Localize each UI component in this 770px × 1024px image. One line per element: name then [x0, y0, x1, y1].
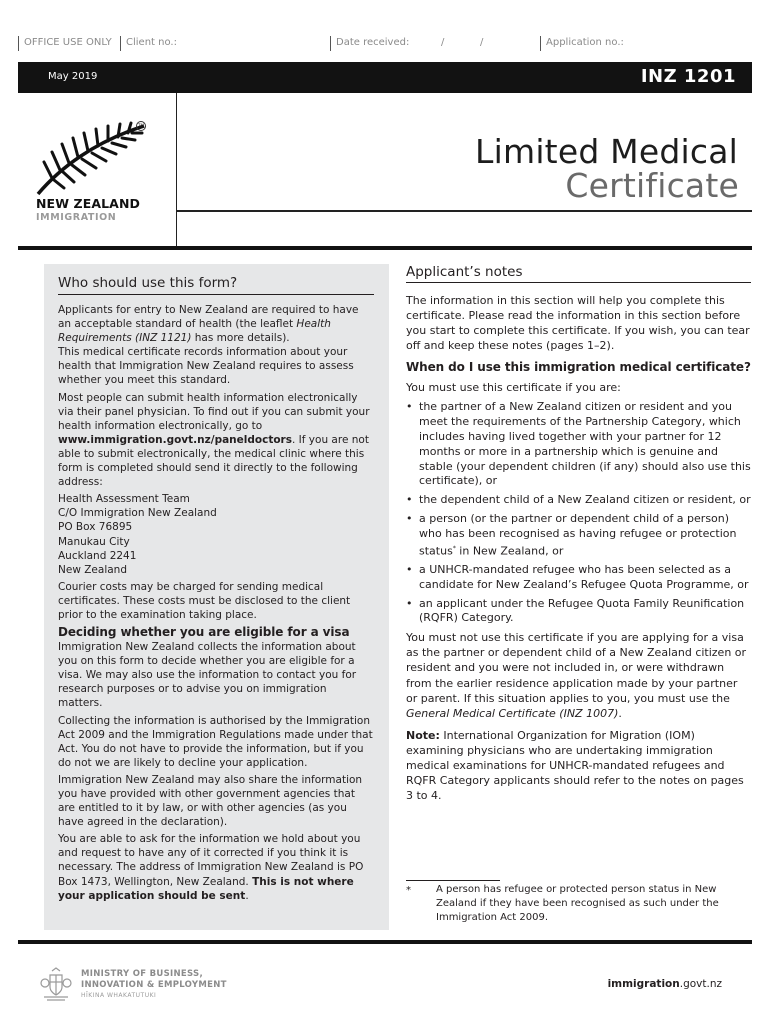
footnote-marker: *	[452, 544, 456, 552]
postal-address	[58, 492, 374, 577]
text: International Organization for Migration (IOM) examining physicians who are undertaking immigration medical examinations for UNHCR-mandated refugees and RQFR Category applicants should refer to the notes on pages 3 to 4.	[406, 728, 744, 803]
date-received-field: Date received:	[330, 36, 409, 51]
list-item: • a UNHCR-mandated refugee who has been selected as a candidate for New Zealand’s Refugee Quota Programme, or	[406, 563, 749, 591]
text: .	[618, 706, 622, 720]
divider	[177, 210, 752, 212]
paragraph: Immigration New Zealand collects the information about you on this form to decide whether you are eligible for a visa. We may also use the information to contact you for research purposes or to advise you on immigration matters.	[58, 641, 357, 710]
address-line: C/O Immigration New Zealand	[58, 507, 217, 520]
mbie-maori-name: HĪKINA WHAKATUTUKI	[81, 992, 157, 999]
page-title-line2: Certificate	[565, 166, 739, 205]
logo-immigration: IMMIGRATION	[36, 212, 117, 223]
office-use-label: OFFICE USE ONLY	[18, 36, 112, 51]
paragraph: You must use this certificate if you are:	[406, 381, 621, 395]
text: Applicants for entry to New Zealand are required to have an acceptable standard of health (the leaflet	[58, 304, 359, 331]
header-bar	[18, 62, 752, 93]
date-slash: /	[441, 37, 445, 48]
who-should-use-panel	[44, 264, 389, 930]
eligibility-list	[406, 400, 751, 626]
silver-fern-icon	[36, 118, 148, 196]
text: has more details).	[191, 332, 290, 345]
text: You are able to ask for the information we hold about you and request to have any of it corrected if you think it is necessary. The address of Immigration New Zealand is PO Box 1473, Wellington, New Zealand.	[58, 833, 364, 888]
paragraph: Immigration New Zealand may also share the information you have provided with other government agencies that are entitled to it by law, or with other agencies (as you have agreed in the declaration).	[58, 773, 363, 829]
divider	[18, 246, 752, 250]
subheading: When do I use this immigration medical certificate?	[406, 360, 751, 375]
paragraph: Collecting the information is authorised by the Immigration Act 2009 and the Immigration Regulations made under that Act. You do not have to provide the information, but if you do not we are likely to decline your application.	[58, 714, 373, 769]
text: in New Zealand, or	[455, 544, 564, 558]
text: the partner of a New Zealand citizen or resident and you meet the requirements of the Partnership Category, which includes having lived together with your partner for 12 months or more in a partnership which is genuine and stable (your dependent children (if any) should also use this certificate), or	[419, 400, 751, 488]
form-date: May 2019	[48, 71, 98, 82]
website-link[interactable]	[608, 978, 722, 990]
text: a UNHCR-mandated refugee who has been selected as a candidate for New Zealand’s Refugee Quota Programme, or	[419, 563, 749, 591]
form-reference: General Medical Certificate (INZ 1007)	[406, 706, 619, 720]
paragraph	[58, 832, 374, 902]
leaflet-reference: Health Requirements (INZ 1121)	[58, 318, 331, 345]
divider	[176, 93, 177, 247]
paragraph: Courier costs may be charged for sending medical certificates. These costs must be disclosed to the client prior to the examination taking place.	[58, 580, 351, 621]
footnote-rule	[406, 880, 500, 881]
paragraph	[406, 630, 751, 721]
text: a person (or the partner or dependent child of a person) who has been recognised as having refugee or protection status	[419, 512, 737, 558]
form-code: INZ 1201	[640, 66, 736, 87]
mbie-name-line1: MINISTRY OF BUSINESS,	[81, 969, 203, 979]
list-item: • an applicant under the Refugee Quota Family Reunification (RQFR) Category.	[406, 596, 745, 625]
panel-doctors-link[interactable]: www.immigration.govt.nz/paneldoctors	[58, 433, 292, 446]
applicants-notes	[406, 264, 751, 810]
list-item: • the partner of a New Zealand citizen or resident and you meet the requirements of the Partnership Category, which includes having lived together with your partner for 12 months or more in a partnership which is genuine and stable (your dependent children (if any) should also use this certificate), or	[406, 400, 751, 488]
address-line: Auckland 2241	[58, 549, 137, 562]
note-label: Note:	[406, 728, 440, 742]
address-line: Manukau City	[58, 535, 130, 548]
address-line: New Zealand	[58, 563, 127, 576]
section-heading: Who should use this form?	[58, 275, 374, 295]
list-item: • the dependent child of a New Zealand citizen or resident, or	[406, 493, 751, 507]
client-no-field: Client no.:	[120, 36, 177, 51]
text: Most people can submit health information electronically via their panel physician. To find out if you can submit your health information electronically, go to	[58, 391, 370, 432]
page-title-line1: Limited Medical	[475, 132, 738, 171]
trademark-mark: TM	[136, 121, 146, 131]
paragraph: The information in this section will help you complete this certificate. Please read the information in this section before you start to complete this certificate. If you wish, you can tear off and keep these notes (pages 1–2).	[406, 294, 750, 353]
website-domain: immigration	[607, 978, 680, 990]
text: .	[245, 889, 249, 902]
text: an applicant under the Refugee Quota Family Reunification (RQFR) Category.	[419, 596, 745, 625]
mbie-name-line2: INNOVATION & EMPLOYMENT	[81, 980, 227, 990]
subheading: Deciding whether you are eligible for a visa	[58, 625, 350, 640]
coat-of-arms-icon	[38, 967, 74, 1003]
footnote-marker: *	[406, 885, 411, 896]
address-line: PO Box 76895	[58, 521, 133, 534]
text: the dependent child of a New Zealand citizen or resident, or	[419, 493, 751, 507]
logo-new-zealand: NEW ZEALAND	[36, 196, 140, 211]
paragraph	[58, 391, 374, 490]
paragraph	[406, 728, 751, 803]
text: . If you are not able to submit electronically, the medical clinic where this form is completed should send it directly to the following address:	[58, 433, 369, 489]
text: This medical certificate records information about your health that Immigration New Zealand requires to assess whether you meet this standard.	[58, 346, 354, 387]
office-use-strip	[18, 36, 753, 51]
website-suffix: .govt.nz	[679, 978, 722, 990]
divider	[18, 940, 752, 944]
text: You must not use this certificate if you are applying for a visa as the partner or dependent child of a New Zealand citizen or resident and you were not included in, or were withdrawn from the earlier residence application made by your partner or parent. If this situation applies to you, you must use the	[406, 631, 747, 705]
section-heading: Applicant’s notes	[406, 264, 751, 283]
address-line: Health Assessment Team	[58, 493, 190, 506]
date-slash: /	[480, 37, 484, 48]
text: This is not where your application should be sent	[58, 875, 354, 902]
application-no-field: Application no.:	[540, 36, 624, 51]
list-item: • a person (or the partner or dependent child of a person) who has been recognised as having refugee or protection status* in New Zealand, or	[406, 512, 737, 558]
footnote-text: A person has refugee or protected person status in New Zealand if they have been recognised as such under the Immigration Act 2009.	[436, 884, 719, 923]
paragraph	[58, 303, 374, 388]
